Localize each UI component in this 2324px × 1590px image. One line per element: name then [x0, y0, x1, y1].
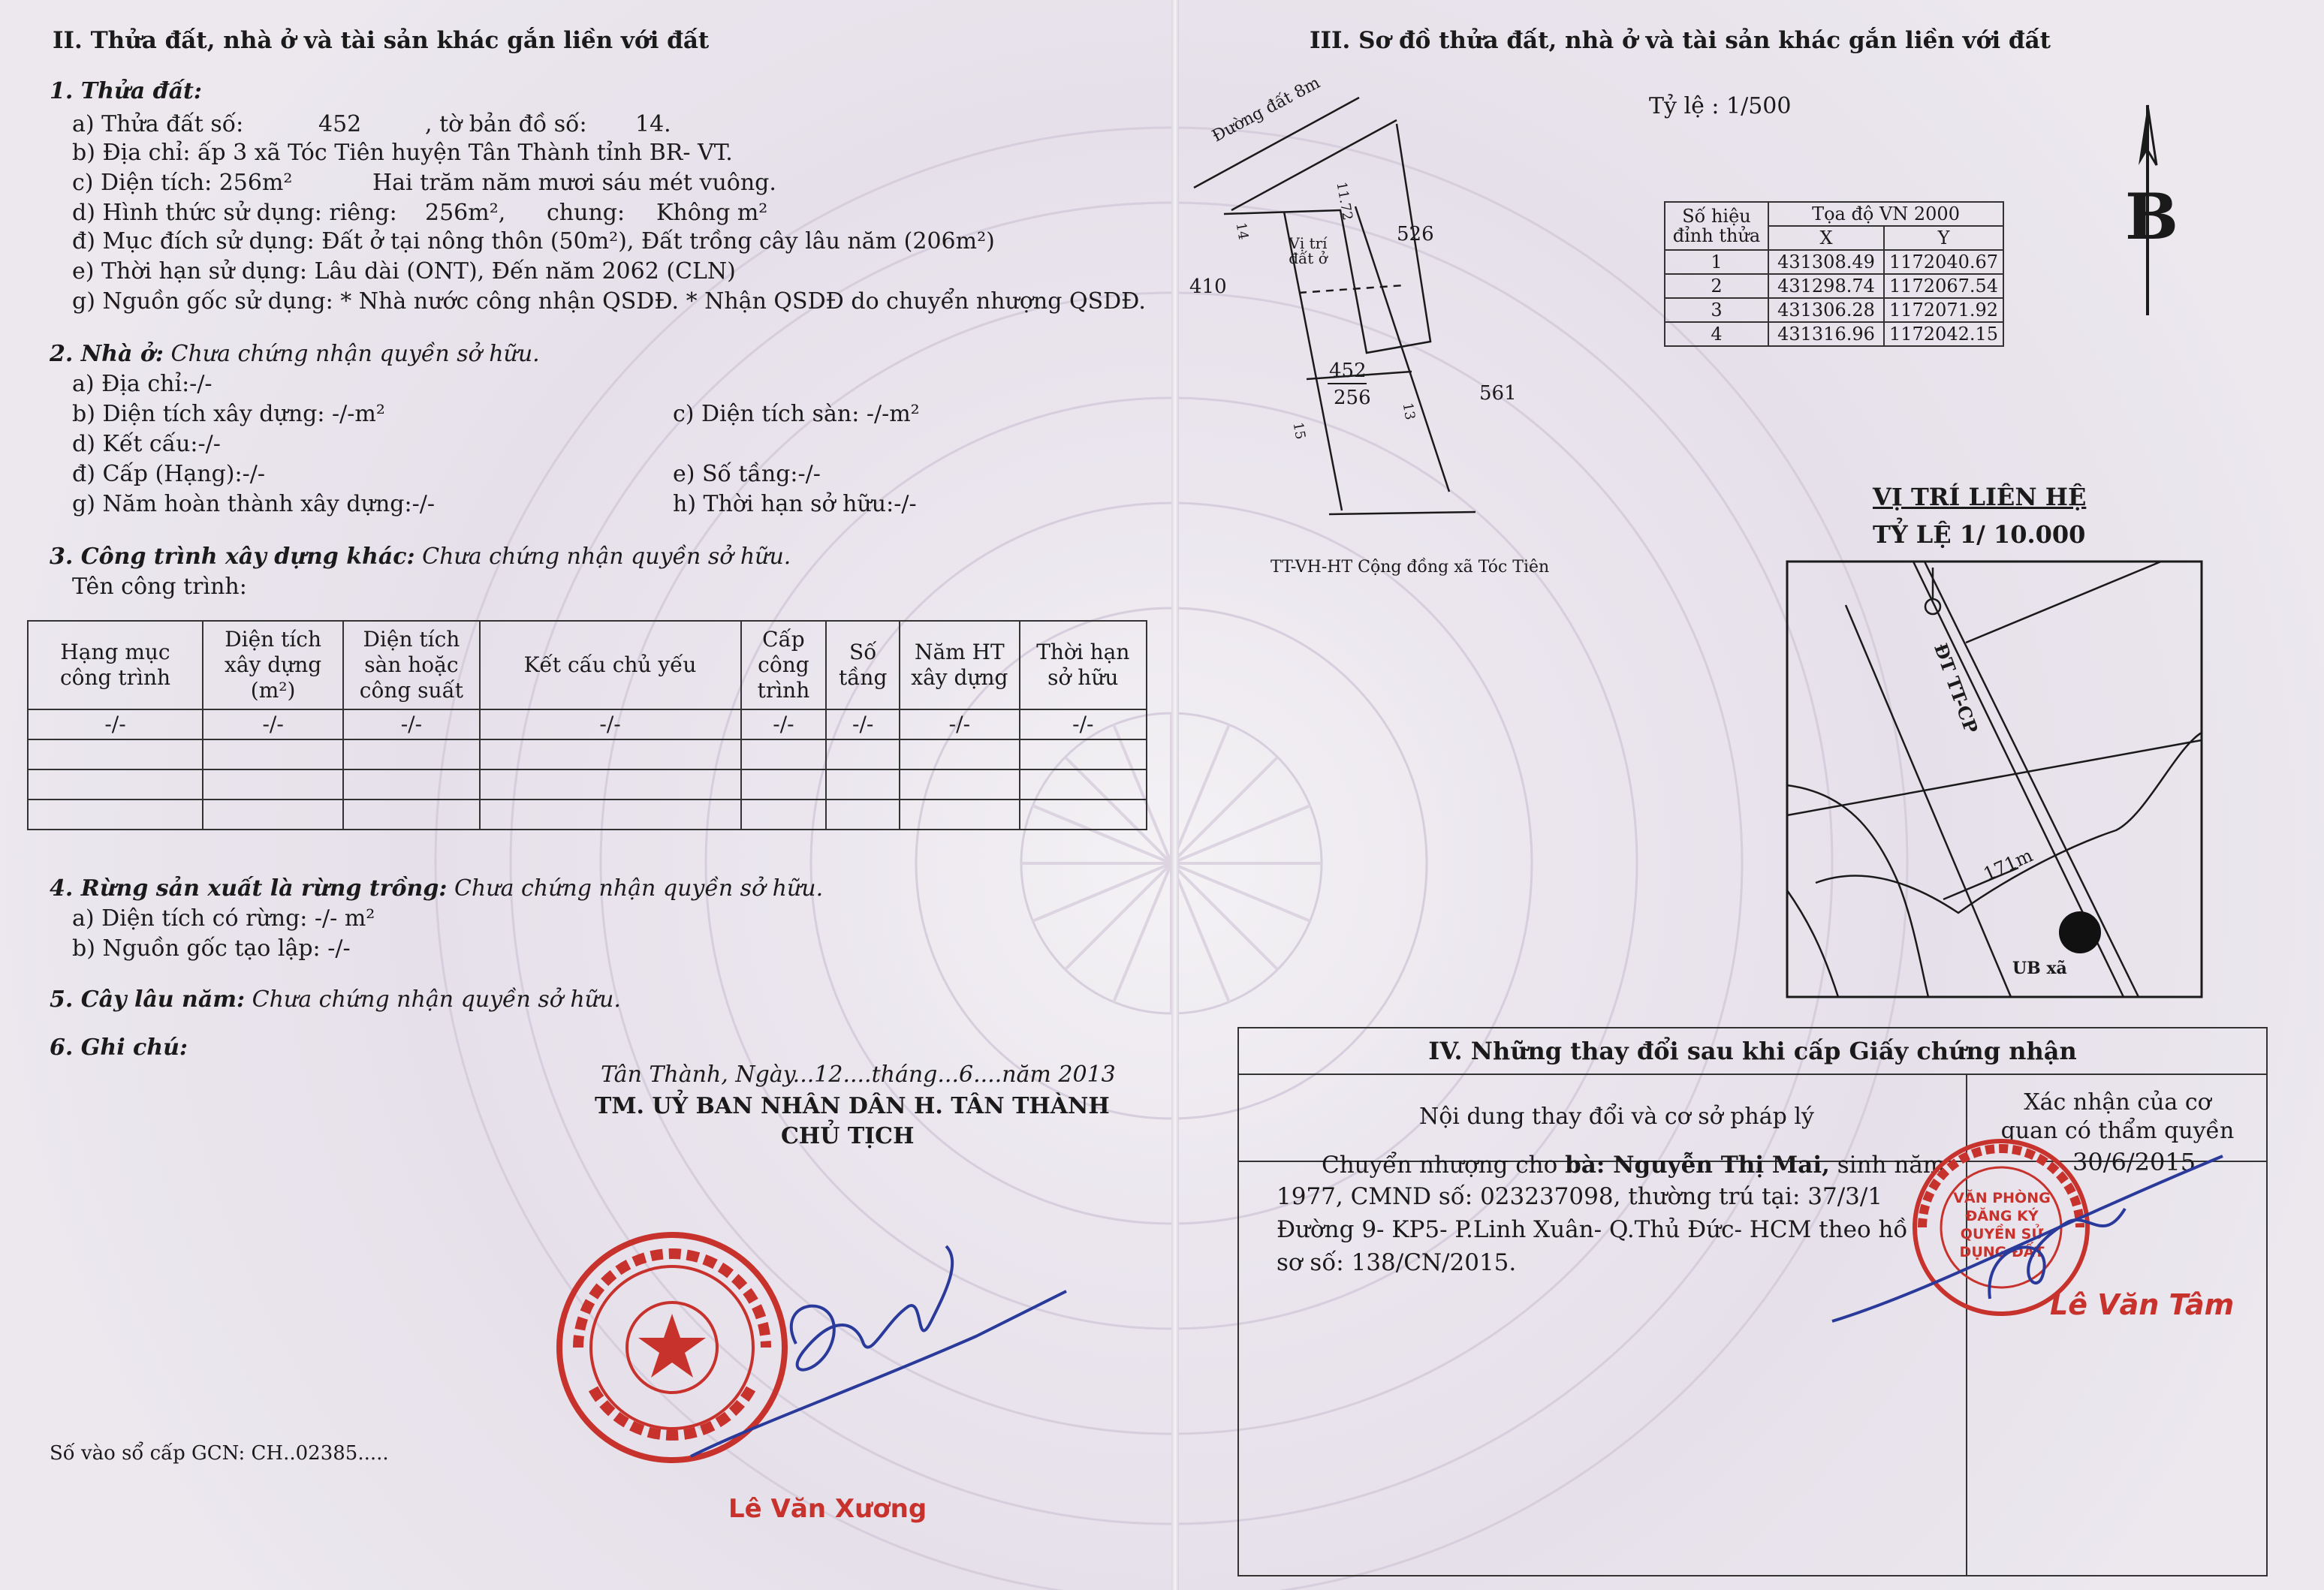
parcel-number-label: a) Thửa đất số:	[72, 111, 244, 137]
table-row	[28, 739, 1147, 769]
header-cell: Hạng mục công trình	[28, 621, 203, 709]
section-3-title: III. Sơ đồ thửa đất, nhà ở và tài sản khác gắn liền với đất	[1310, 27, 2051, 54]
parcel-area-words: Hai trăm năm mươi sáu mét vuông.	[372, 170, 776, 196]
forest-origin: b) Nguồn gốc tạo lập: -/-	[72, 935, 351, 962]
changes-column-confirmation: Xác nhận của cơ quan có thẩm quyền	[2000, 1089, 2235, 1144]
road-label: Đường đất 8m	[1209, 73, 1324, 146]
notes-heading: 6. Ghi chú:	[50, 1034, 188, 1061]
change-entry-line-2: 1977, CMND số: 023237098, thường trú tại: 37/3/1	[1277, 1183, 1883, 1210]
header-cell: Diện tích xây dựng (m²)	[203, 621, 343, 709]
neighbor-561: 561	[1479, 382, 1517, 405]
house-floor-area: c) Diện tích sàn: -/-m²	[673, 401, 920, 427]
table-cell: -/-	[900, 709, 1019, 739]
changes-column-content: Nội dung thay đổi và cơ sở pháp lý	[1419, 1104, 1814, 1130]
signing-date: Tân Thành, Ngày...12....tháng...6....năm 2013	[601, 1062, 1116, 1088]
coord-header-x: X	[1768, 226, 1884, 250]
coord-header-system: Tọa độ VN 2000	[1768, 202, 2003, 226]
usage-form-shared: Không m²	[656, 200, 768, 226]
change-confirmation-date: 30/6/2015	[2072, 1148, 2196, 1176]
table-cell: -/-	[480, 709, 741, 739]
location-map-title: VỊ TRÍ LIÊN HỆ	[1873, 483, 2087, 511]
neighbor-community-center: TT-VH-HT Cộng đồng xã Tóc Tiên	[1271, 558, 1550, 577]
table-row	[28, 769, 1147, 800]
coord-x: 431306.28	[1768, 298, 1884, 322]
parcel-area-label: c) Diện tích: 256m²	[72, 170, 293, 196]
header-cell: Số tầng	[826, 621, 900, 709]
works-table	[27, 620, 1147, 830]
coord-x: 431308.49	[1768, 250, 1884, 274]
coord-y: 1172071.92	[1884, 298, 2003, 322]
coord-header-y: Y	[1884, 226, 2003, 250]
table-row	[1665, 322, 2003, 346]
parcel-sketch	[1171, 83, 1667, 563]
forest-heading: 4. Rừng sản xuất là rừng trồng: Chưa chứng nhận quyền sở hữu.	[50, 875, 824, 902]
land-parcel-heading: 1. Thửa đất:	[50, 78, 202, 104]
coord-x: 431316.96	[1768, 322, 1884, 346]
usage-purpose: đ) Mục đích sử dụng: Đất ở tại nông thôn (50m²), Đất trồng cây lâu năm (206m²)	[72, 228, 995, 254]
house-floors: e) Số tầng:-/-	[673, 461, 821, 487]
coordinates-table	[1664, 201, 2004, 347]
location-map-scale: TỶ LỆ 1/ 10.000	[1873, 520, 2086, 549]
header-cell: Thời hạn sở hữu	[1020, 621, 1147, 709]
perennial-heading: 5. Cây lâu năm: Chưa chứng nhận quyền sở hữu.	[50, 986, 621, 1013]
dimension-label: 13	[1399, 401, 1418, 422]
registrar-signature	[1817, 1141, 2238, 1366]
table-row	[1665, 274, 2003, 298]
works-name-label: Tên công trình:	[72, 574, 247, 600]
map-sheet-label: , tờ bản đồ số:	[425, 111, 587, 137]
coord-y: 1172040.67	[1884, 250, 2003, 274]
chairman-signature	[661, 1231, 1081, 1501]
map-scale: Tỷ lệ : 1/500	[1649, 93, 1792, 119]
coord-x: 431298.74	[1768, 274, 1884, 298]
coord-point: 3	[1665, 298, 1768, 322]
coord-point: 4	[1665, 322, 1768, 346]
provincial-road-label: ĐT TT-CP	[1929, 640, 1983, 736]
neighbor-526: 526	[1397, 223, 1434, 245]
usage-form-private: 256m²,	[425, 200, 506, 226]
parcel-number-value: 452	[318, 111, 362, 137]
house-ownership-term: h) Thời hạn sở hữu:-/-	[673, 491, 917, 517]
coord-header-point: Số hiệu đỉnh thửa	[1665, 202, 1768, 250]
usage-form-label: d) Hình thức sử dụng: riêng:	[72, 200, 397, 226]
table-cell: -/-	[1020, 709, 1147, 739]
house-build-area: b) Diện tích xây dựng: -/-m²	[72, 401, 385, 427]
dimension-label: 14	[1232, 221, 1252, 242]
change-entry-line-4: sơ số: 138/CN/2015.	[1277, 1249, 1517, 1276]
header-cell: Diện tích sàn hoặc công suất	[343, 621, 479, 709]
signing-organization: TM. UỶ BAN NHÂN DÂN H. TÂN THÀNH	[595, 1093, 1110, 1119]
location-map	[1786, 560, 2203, 998]
distance-label: 171m	[1980, 845, 2036, 885]
dimension-label: 11.72	[1333, 180, 1356, 222]
signing-role: CHỦ TỊCH	[781, 1123, 915, 1149]
north-letter: B	[2125, 179, 2178, 254]
residential-location-label: Vị trí đất ở	[1289, 234, 1328, 267]
table-row	[28, 709, 1147, 739]
usage-term: e) Thời hạn sử dụng: Lâu dài (ONT), Đến năm 2062 (CLN)	[72, 258, 736, 285]
coord-point: 2	[1665, 274, 1768, 298]
house-heading: 2. Nhà ở: Chưa chứng nhận quyền sở hữu.	[50, 341, 540, 367]
other-works-heading: 3. Công trình xây dựng khác: Chưa chứng nhận quyền sở hữu.	[50, 544, 791, 570]
commune-office-label: UB xã	[2012, 959, 2067, 978]
table-cell: -/-	[203, 709, 343, 739]
usage-origin: g) Nguồn gốc sử dụng: * Nhà nước công nhận QSDĐ. * Nhận QSDĐ do chuyển nhượng QSDĐ.	[72, 288, 1146, 315]
header-cell: Cấp công trình	[741, 621, 827, 709]
header-cell: Kết cấu chủ yếu	[480, 621, 741, 709]
changes-title: IV. Những thay đổi sau khi cấp Giấy chứng nhận	[1239, 1028, 2266, 1075]
change-entry-line-1: Chuyển nhượng cho bà: Nguyễn Thị Mai, sinh năm	[1322, 1152, 1946, 1179]
registrar-name: Lê Văn Tâm	[2050, 1288, 2235, 1321]
change-entry-line-3: Đường 9- KP5- P.Linh Xuân- Q.Thủ Đức- HCM theo hồ	[1277, 1216, 1908, 1243]
parcel-number-sketch: 452	[1329, 360, 1367, 382]
header-cell: Năm HT xây dựng	[900, 621, 1019, 709]
table-row	[1665, 298, 2003, 322]
table-cell: -/-	[826, 709, 900, 739]
dimension-label: 15	[1289, 420, 1309, 441]
table-row	[28, 800, 1147, 830]
parcel-address: b) Địa chỉ: ấp 3 xã Tóc Tiên huyện Tân Thành tỉnh BR- VT.	[72, 140, 733, 166]
coord-point: 1	[1665, 250, 1768, 274]
stamp-office-text: VĂN PHÒNG ĐĂNG KÝ QUYỀN SỬ DỤNG ĐẤT	[1953, 1190, 2051, 1260]
coord-y: 1172042.15	[1884, 322, 2003, 346]
works-table-header	[28, 621, 1147, 709]
section-2-title: II. Thửa đất, nhà ở và tài sản khác gắn liền với đất	[53, 27, 710, 54]
parcel-area-sketch: 256	[1334, 387, 1371, 409]
house-completion-year: g) Năm hoàn thành xây dựng:-/-	[72, 491, 435, 517]
chairman-name: Lê Văn Xương	[728, 1494, 927, 1524]
forest-area: a) Diện tích có rừng: -/- m²	[72, 905, 375, 932]
register-number: Số vào sổ cấp GCN: CH..02385.....	[50, 1442, 389, 1465]
house-grade: đ) Cấp (Hạng):-/-	[72, 461, 265, 487]
table-cell: -/-	[343, 709, 479, 739]
neighbor-410: 410	[1189, 276, 1227, 298]
table-row	[1665, 250, 2003, 274]
usage-form-shared-label: chung:	[547, 200, 625, 226]
house-structure: d) Kết cấu:-/-	[72, 431, 221, 457]
map-sheet-value: 14.	[635, 111, 671, 137]
table-cell: -/-	[741, 709, 827, 739]
table-cell: -/-	[28, 709, 203, 739]
house-address: a) Địa chỉ:-/-	[72, 371, 213, 397]
coord-y: 1172067.54	[1884, 274, 2003, 298]
